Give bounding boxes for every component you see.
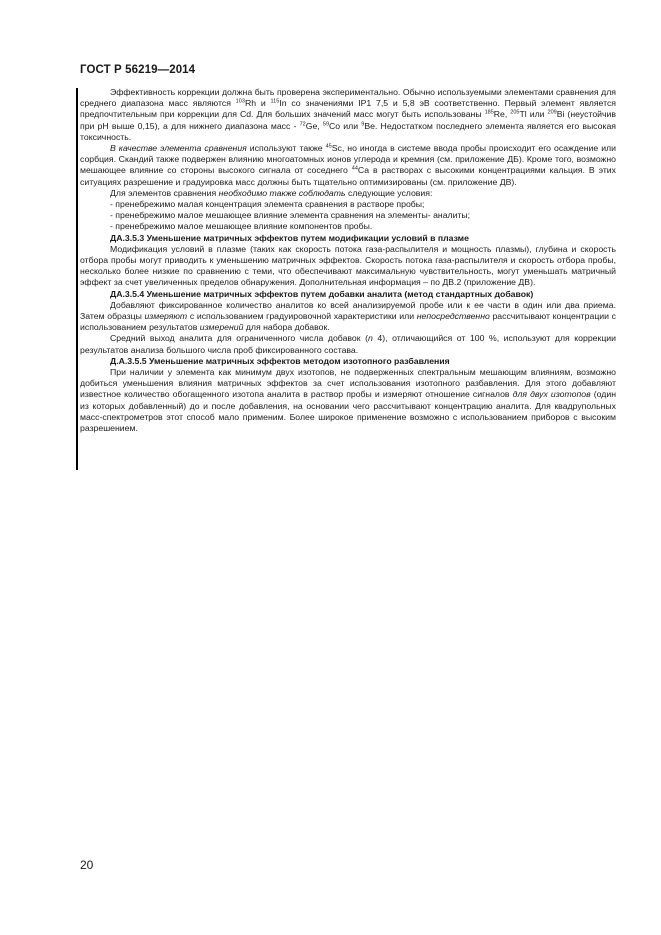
paragraph xyxy=(80,143,616,188)
text-run: с использованием градуировочной характеристики или xyxy=(187,311,417,322)
page-header: ГОСТ Р 56219—2014 xyxy=(80,64,196,76)
text-run: используют также xyxy=(246,143,326,154)
text-run: Re, xyxy=(493,109,511,120)
section-heading: ДА.3.5.3 Уменьшение матричных эффектов путем модификации условий в плазме xyxy=(110,232,469,243)
text-run: Модификация условий в плазме (таких как скорость потока газа-распылителя и мощность плазмы), глубина и скорость отбора пробы могут приводить к уменьшению матричных эффектов. Скорость потока газа-распылителя и скорость отбора пробы, несколько более низкие по сравнению с теми, что обеспечивают максимальную чувствительность, могут уменьшать матричный эффект за счет увеличенных пределов обнаружения. Дополнительная информация – по ДВ.2 (приложение ДВ). xyxy=(80,243,616,288)
isotope-mass-number: 9 xyxy=(361,121,365,128)
document-body xyxy=(80,87,616,434)
section-heading: Д.А.3.5.5 Уменьшение матричных эффектов методом изотопного разбавления xyxy=(110,355,450,366)
section-heading: ДА.3.5.4 Уменьшение матричных эффектов путем добавки аналита (метод стандартных добавок) xyxy=(110,288,534,299)
paragraph xyxy=(80,87,616,143)
emphasis-text: измерений xyxy=(199,322,244,333)
paragraph xyxy=(80,367,616,434)
isotope-mass-number: 205 xyxy=(510,109,520,116)
change-bar xyxy=(76,88,78,470)
isotope-mass-number: 59 xyxy=(322,121,330,128)
emphasis-text: n xyxy=(368,333,373,344)
text-run: Ge, xyxy=(305,120,323,131)
text-run: Be. Недостатком последнего элемента является его высокая токсичность. xyxy=(80,120,616,142)
isotope-mass-number: 45 xyxy=(325,143,332,150)
isotope-mass-number: 209 xyxy=(547,109,557,116)
text-run: Tl или xyxy=(519,109,548,120)
text-run: Ca в растворах с высокими концентрациями кальция. В этих ситуациях разрешение и градуировка масс должны быть тщательно оптимизированы (см. приложение ДВ). xyxy=(80,165,616,187)
emphasis-text: измеряют xyxy=(144,311,188,322)
text-run: 4), отличающийся от 100 %, используют для коррекции результатов анализа большого числа проб фиксированного состава. xyxy=(80,333,616,355)
text-run: Добавляют фиксированное количество аналитов ко всей анализируемой пробе или к ее части в один или два приема. Затем образцы xyxy=(80,299,616,322)
text-run: Co или xyxy=(329,120,362,131)
text-run: Эффективность коррекции должна быть проверена экспериментально. Обычно используемыми элементами сравнения для среднего диапазона масс являются xyxy=(80,87,616,109)
isotope-mass-number: 103 xyxy=(235,98,245,105)
text-run: Bi (неустойчив при pH выше 0,15), а для нижнего диапазона масс - xyxy=(80,109,617,131)
isotope-mass-number: 115 xyxy=(270,98,280,105)
text-run: Sc, но иногда в системе ввода пробы происходит его осаждение или сорбция. Скандий также подвержен влиянию многоатомных ионов углерода и кремния (см. приложение ДБ). Кроме того, возможно мешающее влияние со стороны высокого сигнала от соседнего xyxy=(80,143,616,176)
list-item: - пренебрежимо малая концентрация элемента сравнения в растворе пробы; xyxy=(110,199,425,210)
conditions-list xyxy=(80,199,616,233)
list-item: - пренебрежимо малое мешающее влияние компонентов пробы. xyxy=(110,221,373,232)
text-run: Средний выход аналита для ограниченного числа добавок ( xyxy=(110,333,369,344)
paragraph xyxy=(80,333,616,355)
paragraph xyxy=(80,188,616,199)
text-run: Для элементов сравнения xyxy=(110,187,219,198)
isotope-mass-number: 72 xyxy=(299,121,306,128)
isotope-mass-number: 185 xyxy=(484,109,494,116)
emphasis-text: для двух изотопов xyxy=(512,389,591,400)
paragraph xyxy=(80,244,616,289)
emphasis-text: непосредственно xyxy=(416,311,490,322)
paragraph xyxy=(80,300,616,334)
list-item: - пренебрежимо малое мешающее влияние элемента сравнения на элементы- аналиты; xyxy=(110,210,471,221)
text-run: Rh и xyxy=(244,98,271,109)
text-run: для набора добавок. xyxy=(243,322,330,333)
text-run: следующие условия: xyxy=(345,187,433,198)
emphasis-text: необходимо также соблюдать xyxy=(218,187,346,198)
emphasis-text: В качестве элемента сравнения xyxy=(110,143,247,154)
text-run: При наличии у элемента как минимум двух изотопов, не подверженных спектральным мешающим влияниям, возможно добиться уменьшения влияния матричных эффектов за счет использования изотопного разбавления. Для этого добавляют известное количество обогащенного изотопа аналита в раствор пробы и измеряют отношение сигналов xyxy=(80,367,616,400)
text-run: In со значениями IP1 7,5 и 5,8 эВ соответственно. Первый элемент является предпочтительным при коррекции для Cd. Для больших значений масс могут быть использованы xyxy=(80,98,616,120)
isotope-mass-number: 44 xyxy=(351,165,358,172)
text-run: (один из которых добавленный) до и после добавления, на основании чего рассчитывают концентрацию аналита. Для квадрупольных масс-спектрометров этот способ мало применим. Более широкое применение возможно с использованием приборов с высоким разрешением. xyxy=(80,389,616,434)
page-number: 20 xyxy=(80,858,94,872)
text-run: рассчитывают концентрации с использованием результатов xyxy=(80,311,616,333)
